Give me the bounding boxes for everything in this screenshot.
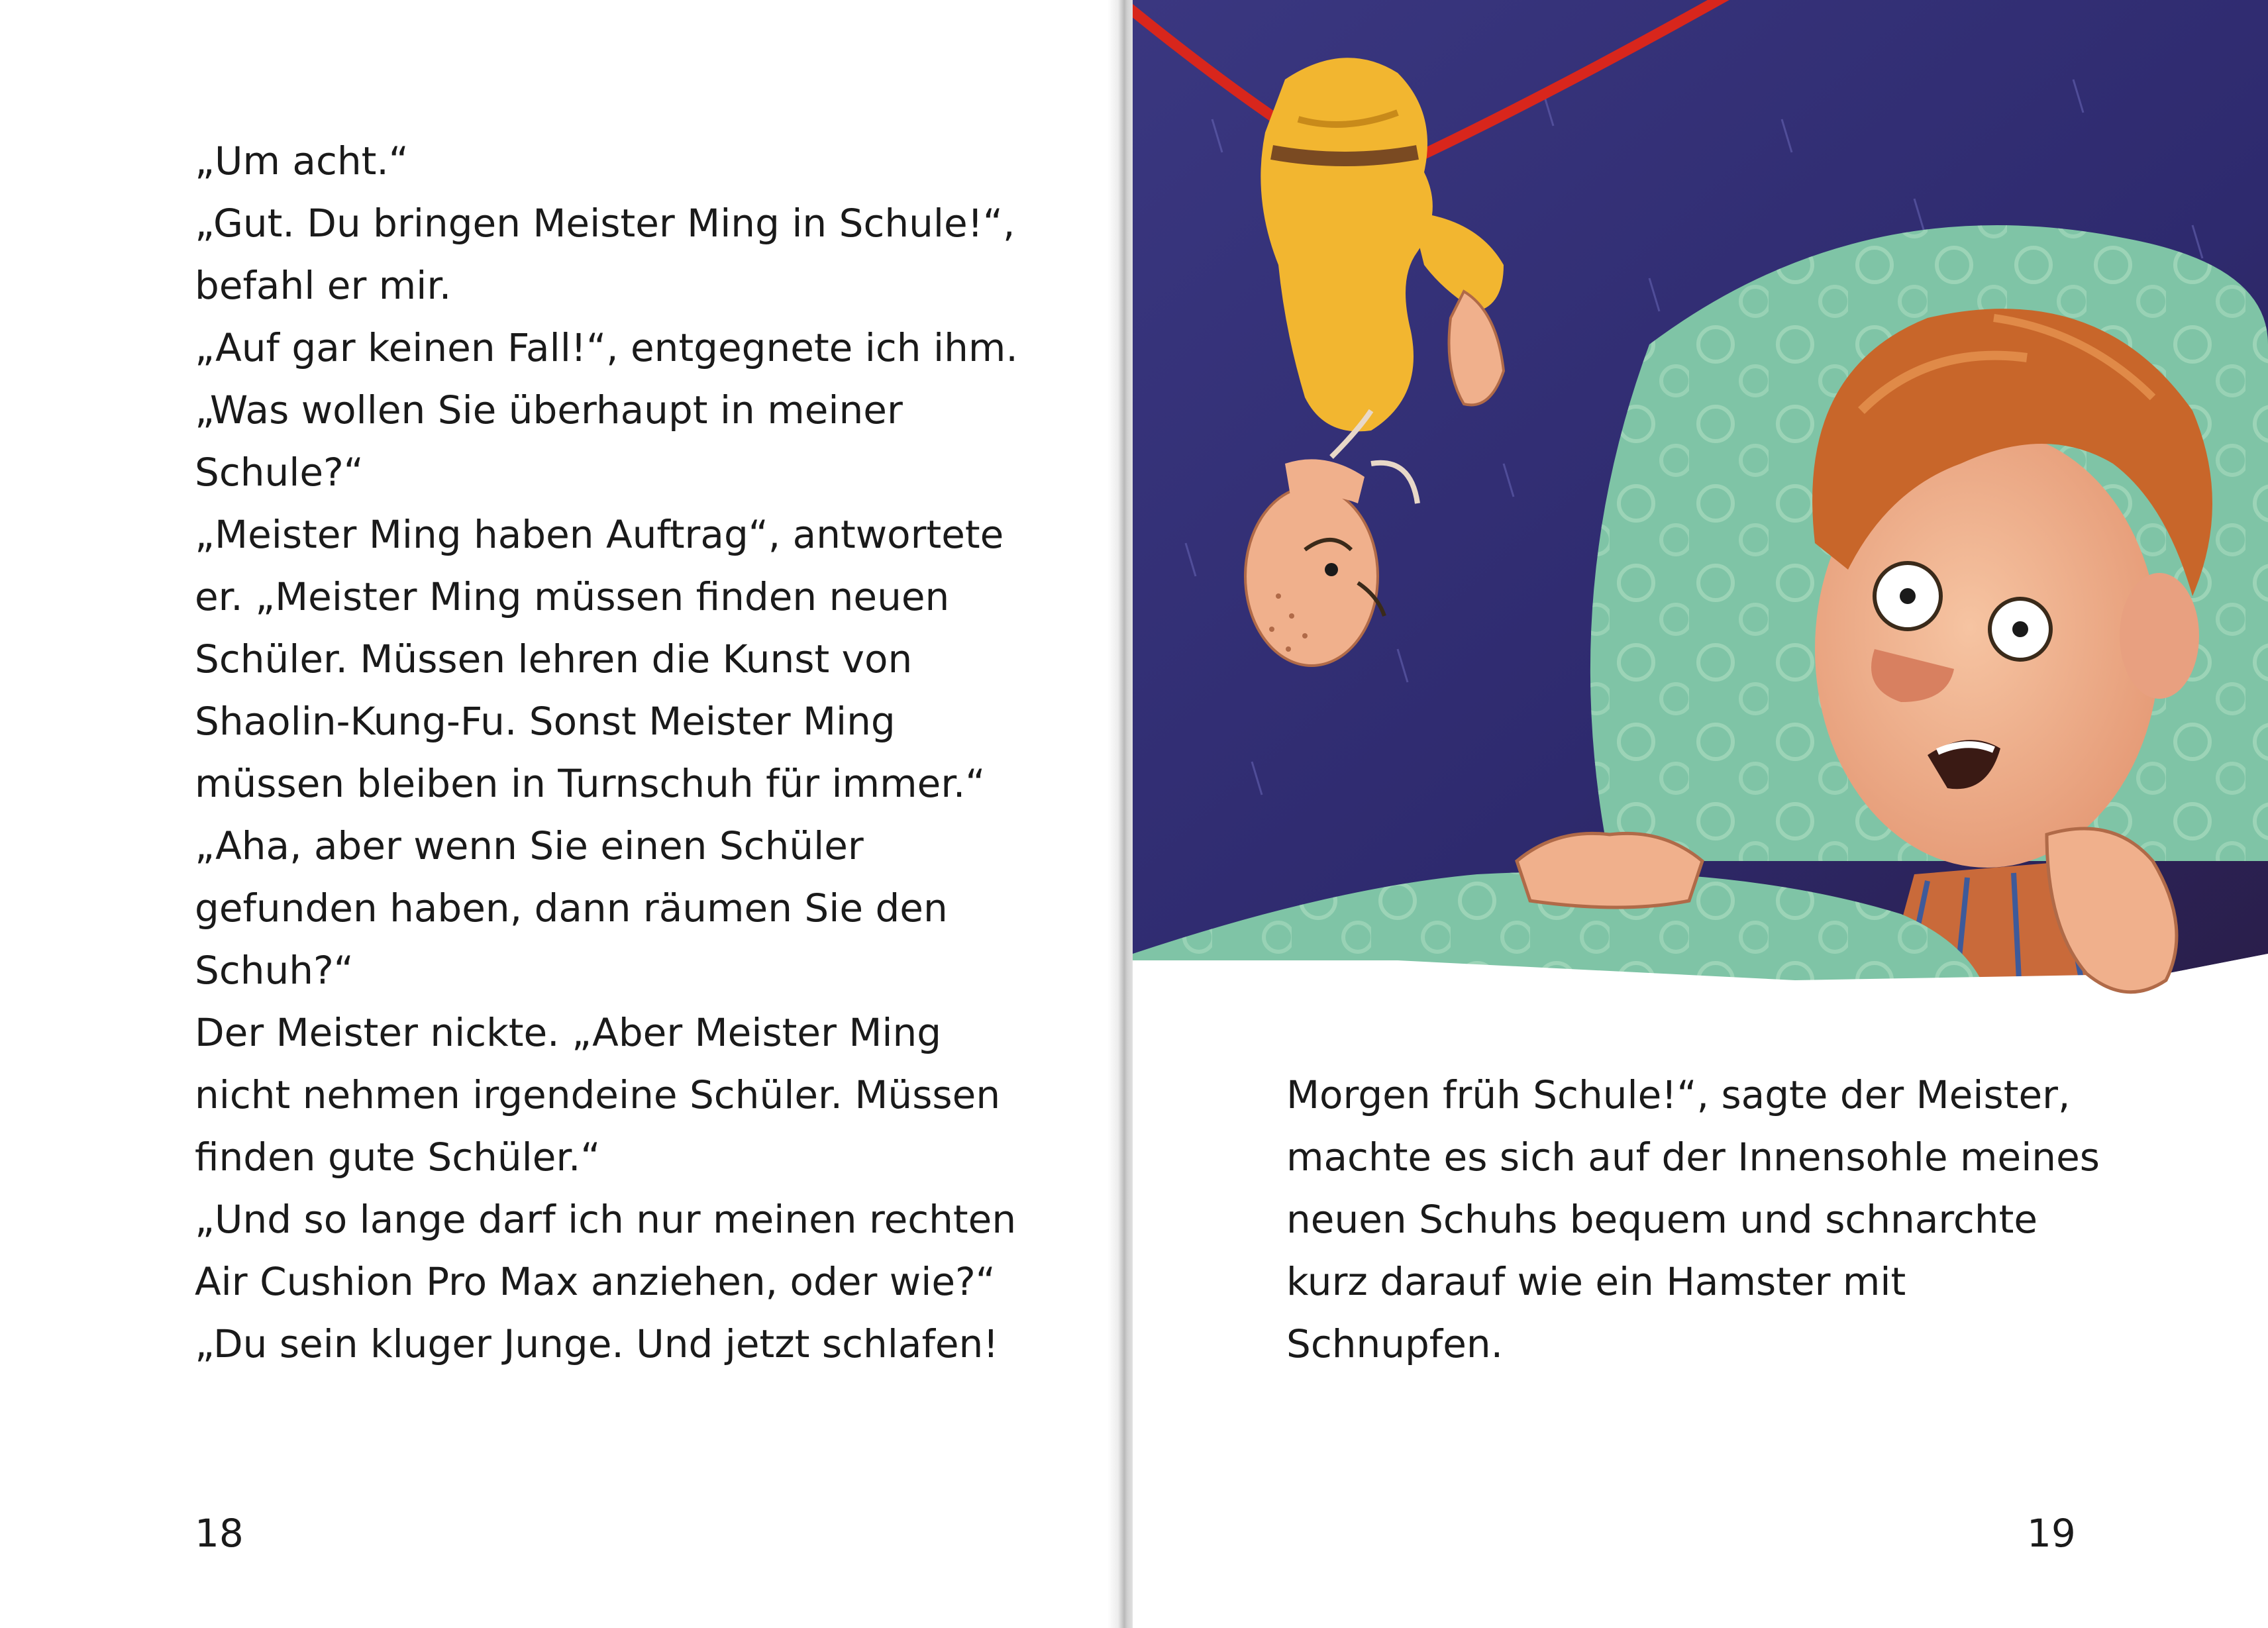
text-line: Shaolin-Kung-Fu. Sonst Meister Ming [195,699,896,744]
text-line: „Um acht.“ [195,138,409,183]
text-line: Air Cushion Pro Max anziehen, oder wie?“ [195,1259,996,1304]
text-line: Schüler. Müssen lehren die Kunst von [195,636,913,682]
text-line: er. „Meister Ming müssen finden neuen [195,574,950,619]
page-number-left: 18 [195,1511,244,1556]
text-line: „Was wollen Sie überhaupt in meiner [195,387,903,432]
text-line: Morgen früh Schule!“, sagte der Meister, [1286,1072,2071,1117]
text-line: Schule?“ [195,450,364,495]
text-line: Schuh?“ [195,948,354,993]
text-line: Der Meister nickte. „Aber Meister Ming [195,1010,942,1055]
text-line: Schnupfen. [1286,1321,1504,1366]
text-line: kurz darauf wie ein Hamster mit [1286,1259,1906,1304]
text-line: müssen bleiben in Turnschuh für immer.“ [195,761,986,806]
right-page [1133,0,2268,1628]
left-page-text [195,130,1018,1375]
illustration-bedroom-night [1133,0,2268,1086]
text-line: „Du sein kluger Junge. Und jetzt schlafen! [195,1321,999,1366]
text-line: „Aha, aber wenn Sie einen Schüler [195,823,864,868]
text-line: gefunden haben, dann räumen Sie den [195,886,948,931]
text-line: „Und so lange darf ich nur meinen rechten [195,1197,1017,1242]
right-page-text [1286,1064,2100,1375]
page-number-right: 19 [2027,1511,2076,1556]
text-line: finden gute Schüler.“ [195,1135,601,1180]
text-line: machte es sich auf der Innensohle meines [1286,1135,2100,1180]
text-line: „Gut. Du bringen Meister Ming in Schule!“, [195,201,1015,246]
text-line: nicht nehmen irgendeine Schüler. Müssen [195,1072,1001,1117]
text-line: „Auf gar keinen Fall!“, entgegnete ich ihm. [195,325,1018,370]
text-line: „Meister Ming haben Auftrag“, antwortete [195,512,1004,557]
left-page [0,0,1117,1628]
text-line: befahl er mir. [195,263,452,308]
text-line: neuen Schuhs bequem und schnarchte [1286,1197,2038,1242]
